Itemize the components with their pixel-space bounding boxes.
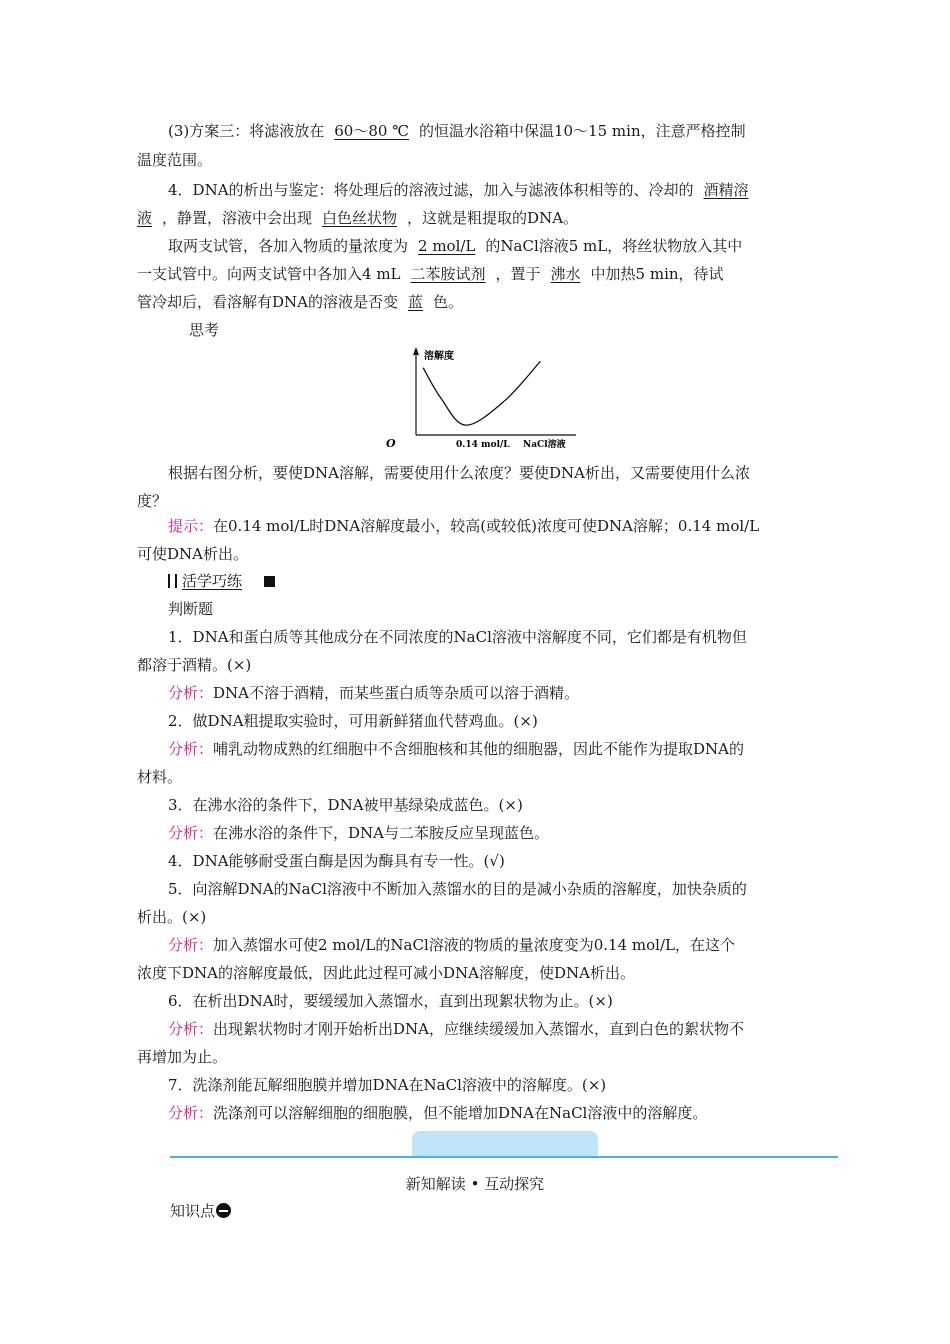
item-3: 3．在沸水浴的条件下，DNA被甲基绿染成蓝色。(×)	[168, 796, 523, 814]
text-line: 温度范围。	[137, 151, 213, 169]
item-1: 1．DNA和蛋白质等其他成分在不同浓度的NaCl溶液中溶解度不同，它们都是有机物但	[168, 628, 747, 646]
text: 加入蒸馏水可使2 mol/L的NaCl溶液的物质的量浓度变为0.14 mol/L，在这个	[213, 936, 735, 954]
text: 的恒温水浴箱中保温10～15 min，注意严格控制	[418, 122, 746, 140]
solubility-curve	[423, 361, 540, 425]
section-title	[168, 572, 258, 590]
answer-blank: 液	[137, 209, 153, 227]
text-line	[137, 292, 817, 312]
analysis-label: 分析：	[168, 740, 214, 758]
analysis-label: 分析：	[168, 936, 214, 954]
hint-label: 提示：	[168, 517, 214, 535]
think-heading: 思考	[189, 321, 220, 339]
text: 4．DNA的析出与鉴定：将处理后的溶液过滤，加入与滤液体积相等的、冷却的	[168, 181, 694, 199]
analysis-7	[168, 1103, 818, 1123]
text-line	[137, 264, 817, 284]
answer-blank: 酒精溶	[703, 181, 749, 199]
number-one-circle-icon	[216, 1203, 231, 1218]
dna-precipitation-line	[168, 180, 818, 200]
text-line	[168, 236, 818, 256]
knowledge-point-heading	[170, 1201, 850, 1221]
analysis-5	[168, 935, 818, 955]
analysis-label: 分析：	[168, 684, 214, 702]
text-line: 材料。	[137, 768, 183, 786]
text: 哺乳动物成熟的红细胞中不含细胞核和其他的细胞器，因此不能作为提取DNA的	[213, 740, 745, 758]
text: ，这就是粗提取的DNA。	[407, 209, 579, 227]
section-banner-tab	[412, 1131, 598, 1157]
x-axis-label: NaCl溶液	[523, 440, 566, 450]
x-min-tick-label: 0.14 mol/L	[456, 440, 510, 450]
analysis-label: 分析：	[168, 1020, 214, 1038]
bar-icon	[168, 574, 170, 588]
square-icon	[264, 576, 275, 587]
text-line: 都溶于酒精。(×)	[137, 656, 252, 674]
analysis-6	[168, 1019, 818, 1039]
bar-icon	[175, 574, 177, 588]
judge-heading: 判断题	[168, 600, 214, 618]
text: 管冷却后，看溶解有DNA的溶液是否变	[137, 293, 398, 311]
text: 一支试管中。向两支试管中各加入4 mL	[137, 265, 401, 283]
analysis-2	[168, 739, 818, 759]
y-axis-arrow	[413, 347, 419, 355]
y-axis-label: 溶解度	[424, 351, 454, 362]
answer-blank: 60～80 ℃	[334, 122, 409, 140]
analysis-label: 分析：	[168, 1104, 214, 1122]
item-4: 4．DNA能够耐受蛋白酶是因为酶具有专一性。(√)	[168, 852, 505, 870]
section-banner-line	[170, 1156, 838, 1158]
section-banner-title: 新知解读 • 互动探究	[405, 1175, 545, 1193]
item-2: 2．做DNA粗提取实验时，可用新鲜猪血代替鸡血。(×)	[168, 712, 538, 730]
text-line: 可使DNA析出。	[137, 545, 248, 563]
answer-blank: 沸水	[550, 265, 581, 283]
text: 在0.14 mol/L时DNA溶解度最小，较高(或较低)浓度可使DNA溶解；0.14 mol/L	[213, 517, 760, 535]
item-5: 5．向溶解DNA的NaCl溶液中不断加入蒸馏水的目的是减小杂质的溶解度，加快杂质的	[168, 880, 747, 898]
analysis-1	[168, 683, 818, 703]
text: ，置于	[495, 265, 541, 283]
answer-blank: 白色丝状物	[322, 209, 398, 227]
text-line: 浓度下DNA的溶解度最低，因此此过程可减小DNA溶解度，使DNA析出。	[137, 964, 635, 982]
scheme-three-line	[168, 121, 818, 141]
text: 知识点	[170, 1202, 216, 1220]
text: 中加热5 min，待试	[590, 265, 724, 283]
analysis-3	[168, 823, 818, 843]
text: 出现絮状物时才刚开始析出DNA，应继续缓缓加入蒸馏水，直到白色的絮状物不	[213, 1020, 745, 1038]
text: (3)方案三：将滤液放在	[168, 122, 325, 140]
analysis-label: 分析：	[168, 824, 214, 842]
question-line: 度？	[137, 492, 168, 510]
item-6: 6．在析出DNA时，要缓缓加入蒸馏水，直到出现絮状物为止。(×)	[168, 992, 613, 1010]
question-line: 根据右图分析，要使DNA溶解，需要使用什么浓度？要使DNA析出，又需要使用什么浓	[168, 464, 750, 482]
text: 取两支试管，各加入物质的量浓度为	[168, 237, 409, 255]
text: 在沸水浴的条件下，DNA与二苯胺反应呈现蓝色。	[213, 824, 550, 842]
text-line: 再增加为止。	[137, 1048, 228, 1066]
answer-blank: 二苯胺试剂	[410, 265, 486, 283]
item-7: 7．洗涤剂能瓦解细胞膜并增加DNA在NaCl溶液中的溶解度。(×)	[168, 1076, 607, 1094]
text: 洗涤剂可以溶解细胞的细胞膜，但不能增加DNA在NaCl溶液中的溶解度。	[213, 1104, 708, 1122]
section-heading	[168, 571, 818, 591]
text-line	[137, 208, 817, 228]
text: 色。	[433, 293, 464, 311]
solubility-chart	[380, 343, 580, 453]
text: ，静置，溶液中会出现	[162, 209, 313, 227]
text: 活学巧练	[182, 572, 243, 590]
origin-label: O	[386, 437, 396, 450]
text: DNA不溶于酒精，而某些蛋白质等杂质可以溶于酒精。	[213, 684, 580, 702]
answer-blank: 2 mol/L	[418, 237, 476, 255]
text-line: 析出。(×)	[137, 908, 207, 926]
hint-line	[168, 516, 818, 536]
answer-blank: 蓝	[408, 293, 424, 311]
text: 的NaCl溶液5 mL，将丝状物放入其中	[485, 237, 743, 255]
